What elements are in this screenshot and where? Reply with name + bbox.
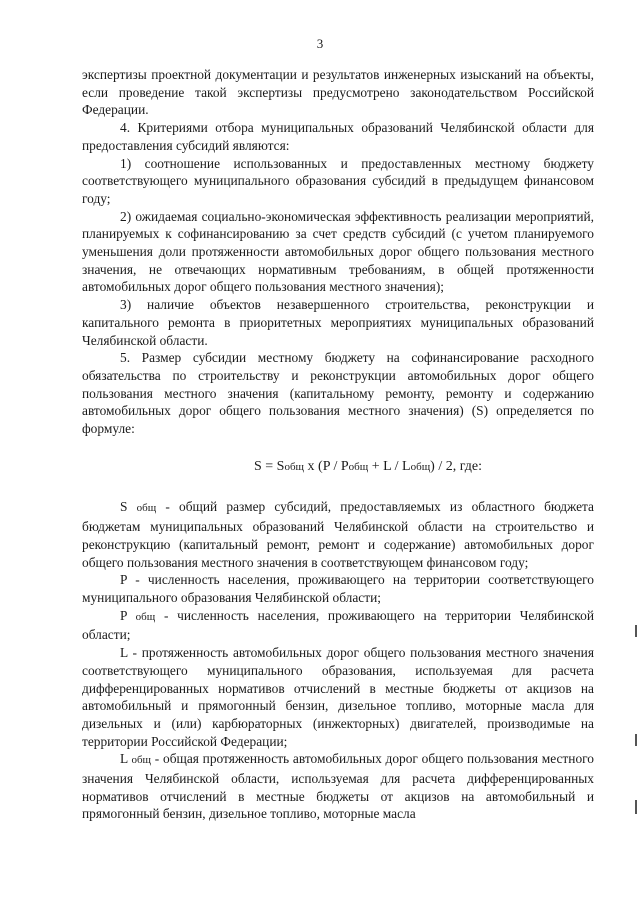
definition-s-total [82, 498, 594, 571]
definition-text: - общая протяженность автомобильных дорог общего пользования местного значения Челябинской области, используемая для расчета дифференцированных нормативов отчислений в местные бюджеты от акцизов на автомобильный и прямогонный бензин, дизельное топливо, моторные масла [82, 751, 594, 822]
paragraph-criterion-1: 1) соотношение использованных и предоставленных местному бюджету соответствующего муниципального образования субсидий в предыдущем финансовом году; [82, 155, 594, 206]
symbol-subscript: общ [136, 502, 157, 515]
paragraph-criterion-3: 3) наличие объектов незавершенного строительства, реконструкции и капитального ремонта в приоритетных мероприятиях муниципальных образований Челябинской области. [82, 297, 594, 348]
formula-subscript: общ [410, 460, 431, 473]
scan-edge-mark [635, 625, 637, 637]
formula-subscript: общ [348, 460, 369, 473]
definition-text: - общий размер субсидий, предоставляемых из областного бюджета бюджетам муниципальных образований Челябинской области на строительство и реконструкцию (капитальный ремонт, ремонт и содержание) автомобильных дорог общего пользования местного значения в соответствующем финансовом году; [82, 499, 594, 570]
symbol-subscript: общ [135, 610, 156, 623]
formula-part: + L / L [368, 458, 411, 474]
definition-p-total [82, 607, 594, 644]
paragraph-continuation: экспертизы проектной документации и результатов инженерных изысканий на объекты, если проведение такой экспертизы предусмотрено законодательством Российской Федерации. [82, 67, 594, 118]
formula-part: ) / 2, где: [430, 458, 482, 474]
paragraph-criteria-heading: 4. Критериями отбора муниципальных образований Челябинской области для предоставления субсидий являются: [82, 120, 594, 153]
paragraph-subsidy-size: 5. Размер субсидии местному бюджету на софинансирование расходного обязательства по строительству и реконструкции автомобильных дорог общего пользования местного значения (капитальному ремонту, ремонту и содержанию автомобильных дорог общего пользования местного значения) (S) определяется по формуле: [82, 350, 594, 437]
subsidy-formula [142, 458, 594, 477]
symbol: S [120, 499, 128, 515]
scan-edge-mark [635, 734, 637, 746]
definition-l-total [82, 750, 594, 823]
page-number: 3 [316, 36, 324, 51]
symbol-subscript: общ [131, 754, 152, 767]
paragraph-criterion-2: 2) ожидаемая социально-экономическая эффективность реализации мероприятий, планируемых к софинансированию за счет средств субсидий (с учетом планируемого уменьшения доли протяженности автомобильных дорог общего пользования местного значения, не отвечающих нормативным требованиям, в общей протяженности автомобильных дорог общего пользования местного значения); [82, 208, 594, 295]
definition-l: L - протяженность автомобильных дорог общего пользования местного значения соответствующего муниципального образования, используемая для расчета дифференцированных нормативов отчислений в местные бюджеты от акцизов на автомобильный и прямогонный бензин, дизельное топливо, моторные масла для дизельных и (или) карбюраторных (инжекторных) двигателей, производимые на территории Российской Федерации; [82, 645, 594, 749]
document-body [82, 66, 594, 823]
formula-subscript: общ [284, 460, 305, 473]
definition-p: P - численность населения, проживающего на территории соответствующего муниципального образования Челябинской области; [82, 572, 594, 605]
symbol: P [120, 607, 127, 623]
formula-part: S = S [253, 458, 285, 474]
definition-text: - численность населения, проживающего на территории Челябинской области; [82, 607, 594, 643]
scan-edge-mark [635, 800, 637, 814]
symbol: L [120, 751, 128, 767]
formula-part: х (P / P [304, 458, 349, 474]
